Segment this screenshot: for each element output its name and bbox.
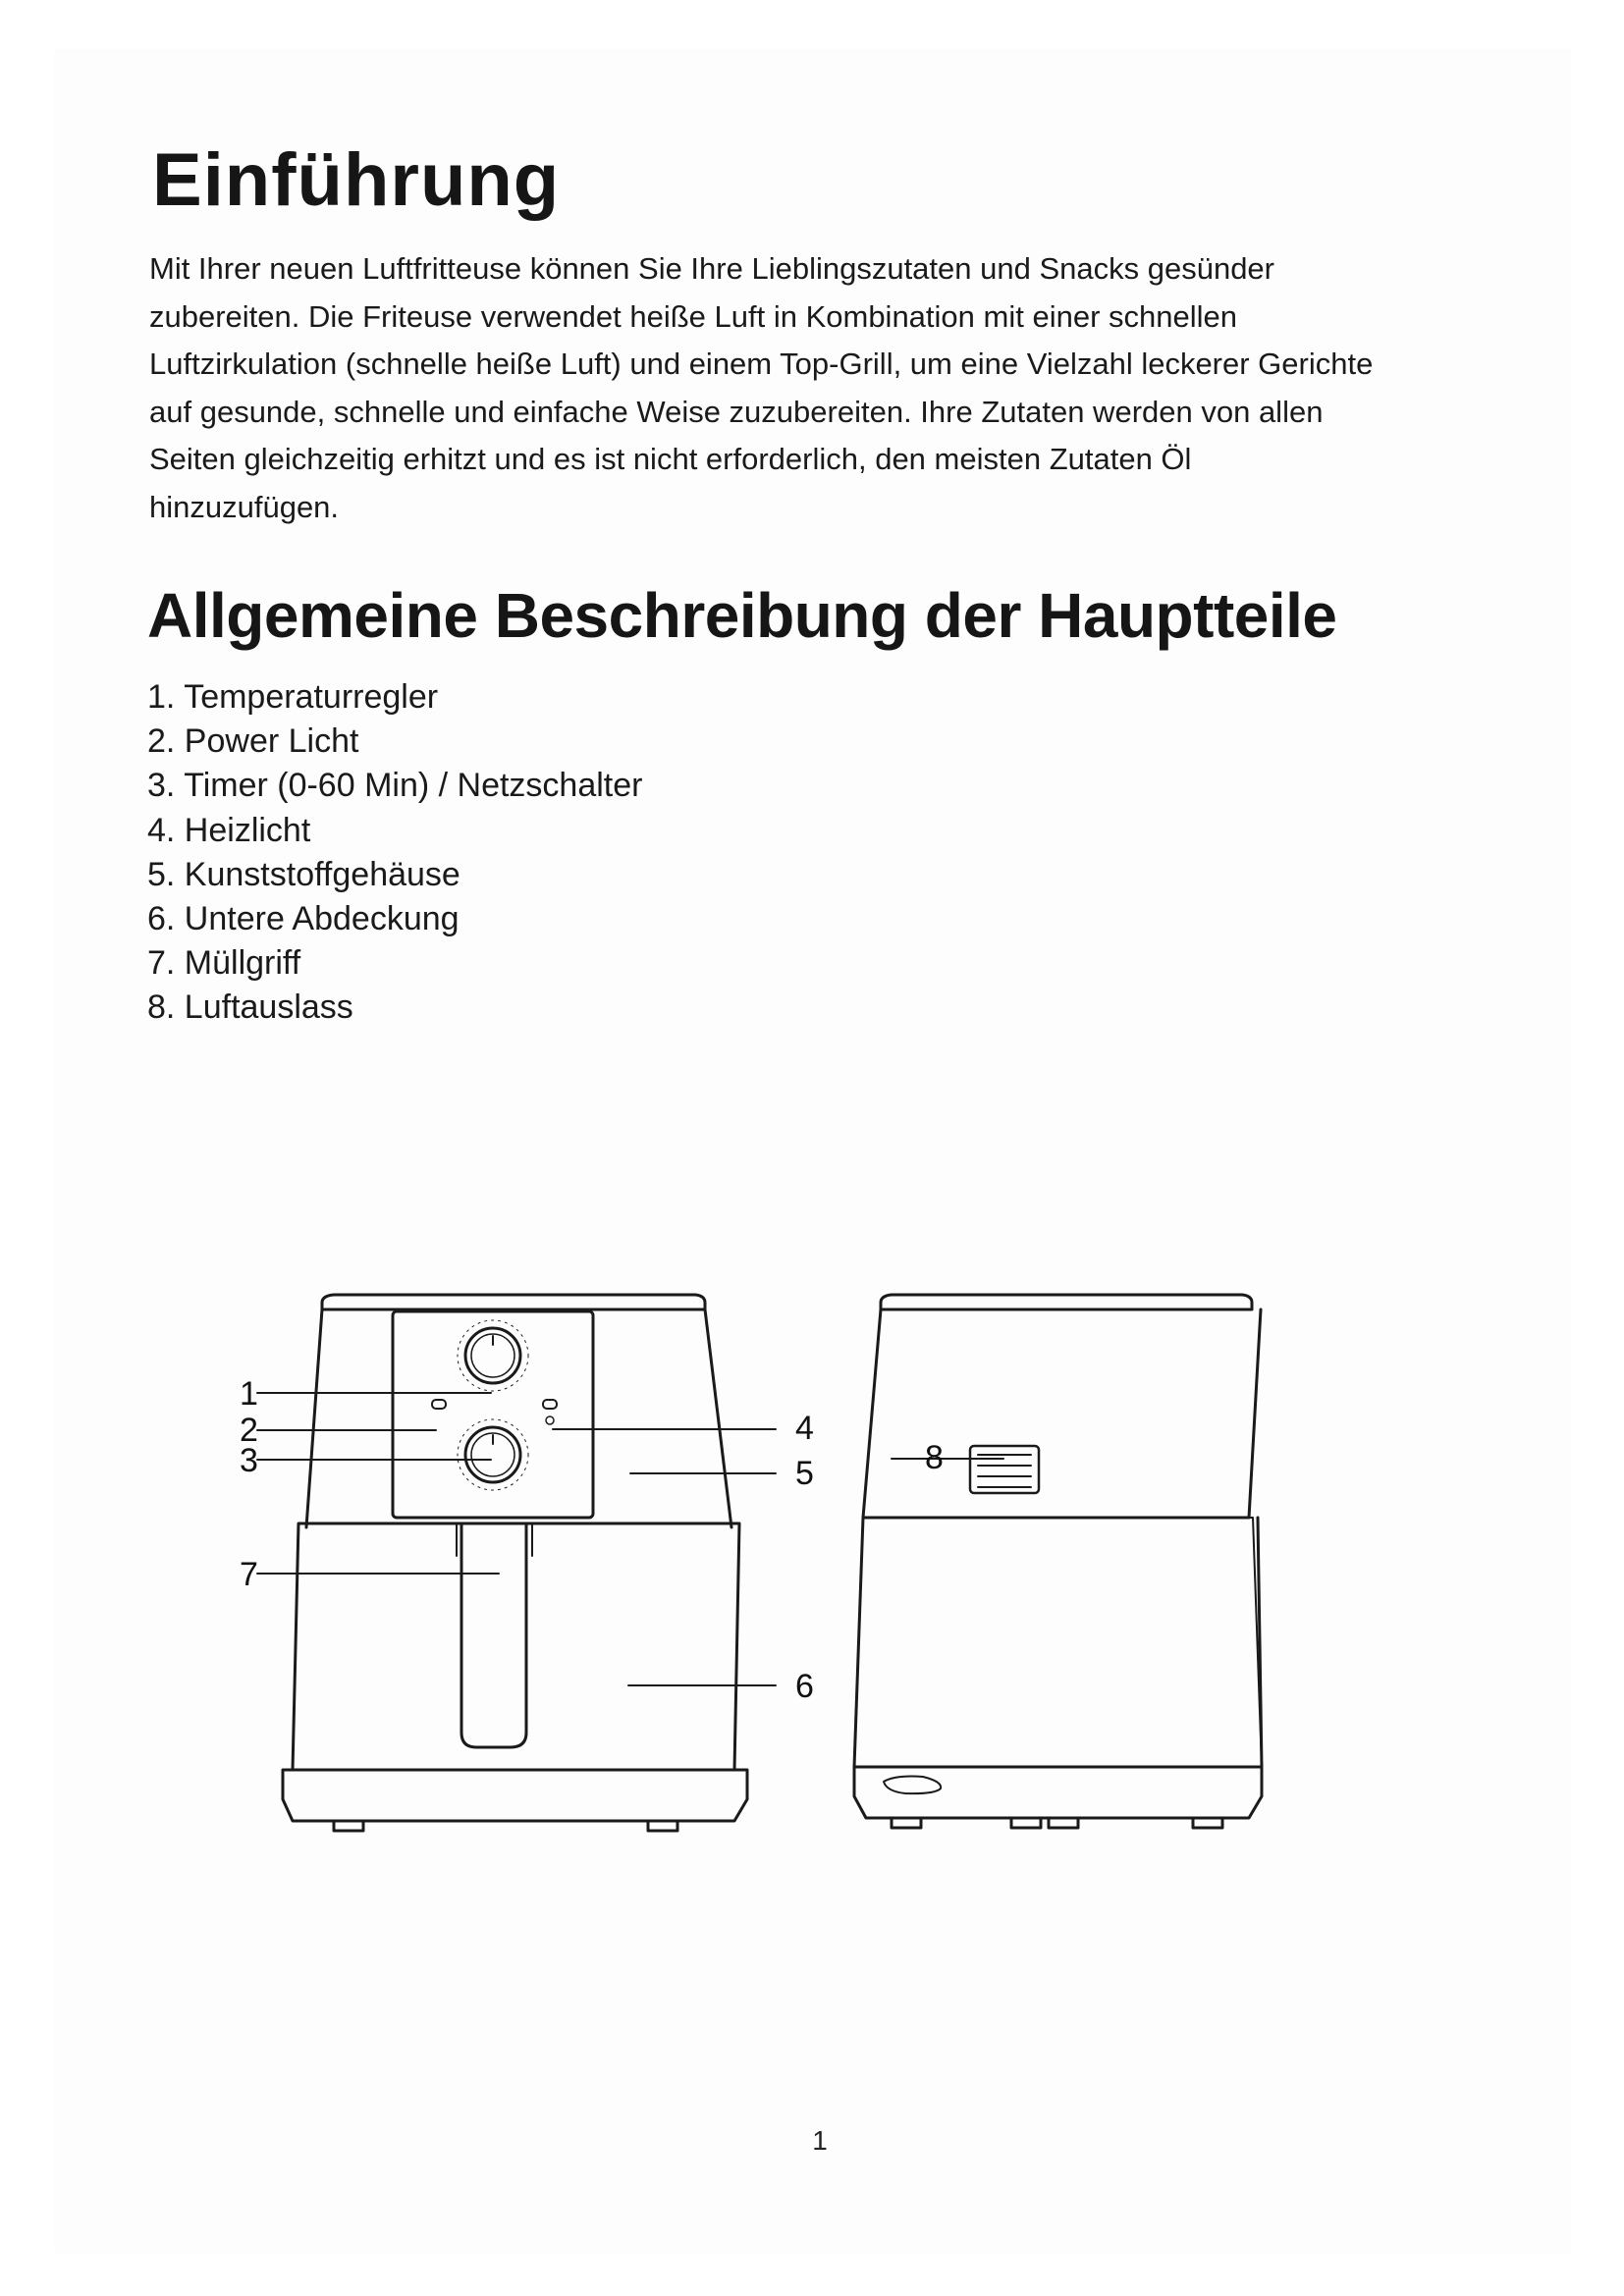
air-fryer-illustration bbox=[196, 1276, 1473, 1865]
callout-number: 6 bbox=[795, 1668, 814, 1705]
side-foot bbox=[892, 1818, 921, 1828]
parts-list bbox=[147, 675, 642, 1031]
intro-line: zubereiten. Die Friteuse verwendet heiße Luft in Kombination mit einer schnellen bbox=[149, 298, 1237, 334]
side-foot bbox=[1049, 1818, 1078, 1828]
parts-list-item: 1. Temperaturregler bbox=[147, 678, 439, 716]
intro-line: Luftzirkulation (schnelle heiße Luft) und einem Top-Grill, um eine Vielzahl leckerer Gerichte bbox=[149, 347, 1374, 381]
callout-number: 7 bbox=[240, 1556, 258, 1593]
callout-number: 1 bbox=[240, 1375, 258, 1413]
basket-handle bbox=[461, 1523, 526, 1747]
intro-line: Mit Ihrer neuen Luftfritteuse können Sie Ihre Lieblingszutaten und Snacks gesünder bbox=[149, 251, 1275, 286]
timer-knob bbox=[458, 1419, 528, 1490]
parts-list-item: 3. Timer (0-60 Min) / Netzschalter bbox=[147, 767, 643, 805]
page-number: 1 bbox=[812, 2125, 828, 2156]
front-foot bbox=[648, 1821, 677, 1831]
callout-number: 4 bbox=[795, 1410, 814, 1447]
parts-list-item: 7. Müllgriff bbox=[147, 944, 301, 983]
parts-list-item: 4. Heizlicht bbox=[147, 811, 311, 849]
side-view bbox=[854, 1295, 1262, 1828]
temperature-knob bbox=[458, 1320, 528, 1391]
heating-light bbox=[543, 1400, 557, 1409]
front-view bbox=[255, 1295, 776, 1831]
intro-line: auf gesunde, schnelle und einfache Weise zuzubereiten. Ihre Zutaten werden von allen bbox=[149, 394, 1324, 429]
intro-line: hinzuzufügen. bbox=[149, 489, 340, 524]
callout-number: 5 bbox=[795, 1455, 814, 1492]
power-light bbox=[432, 1400, 446, 1409]
callout-number: 2 bbox=[240, 1412, 258, 1449]
power-symbol-icon bbox=[546, 1416, 554, 1424]
parts-list-item: 6. Untere Abdeckung bbox=[147, 900, 460, 938]
parts-list-item: 8. Luftauslass bbox=[147, 988, 353, 1027]
bottom-cover bbox=[283, 1770, 747, 1821]
parts-list-item: 2. Power Licht bbox=[147, 722, 359, 761]
intro-line: Seiten gleichzeitig erhitzt und es ist nicht erforderlich, den meisten Zutaten Öl bbox=[149, 442, 1192, 476]
air-outlet bbox=[892, 1446, 1039, 1493]
intro-paragraph bbox=[149, 245, 1504, 531]
label-plate bbox=[884, 1777, 941, 1794]
basket-drawer bbox=[293, 1523, 739, 1770]
parts-list-item: 5. Kunststoffgehäuse bbox=[147, 855, 460, 893]
intro-heading: Einführung bbox=[152, 138, 561, 222]
parts-heading: Allgemeine Beschreibung der Hauptteile bbox=[147, 580, 1337, 651]
air-fryer-diagram bbox=[196, 1276, 1473, 1865]
side-foot bbox=[1193, 1818, 1222, 1828]
side-foot bbox=[1011, 1818, 1041, 1828]
front-foot bbox=[334, 1821, 363, 1831]
callout-number: 8 bbox=[925, 1439, 944, 1476]
callout-number: 3 bbox=[240, 1442, 258, 1479]
